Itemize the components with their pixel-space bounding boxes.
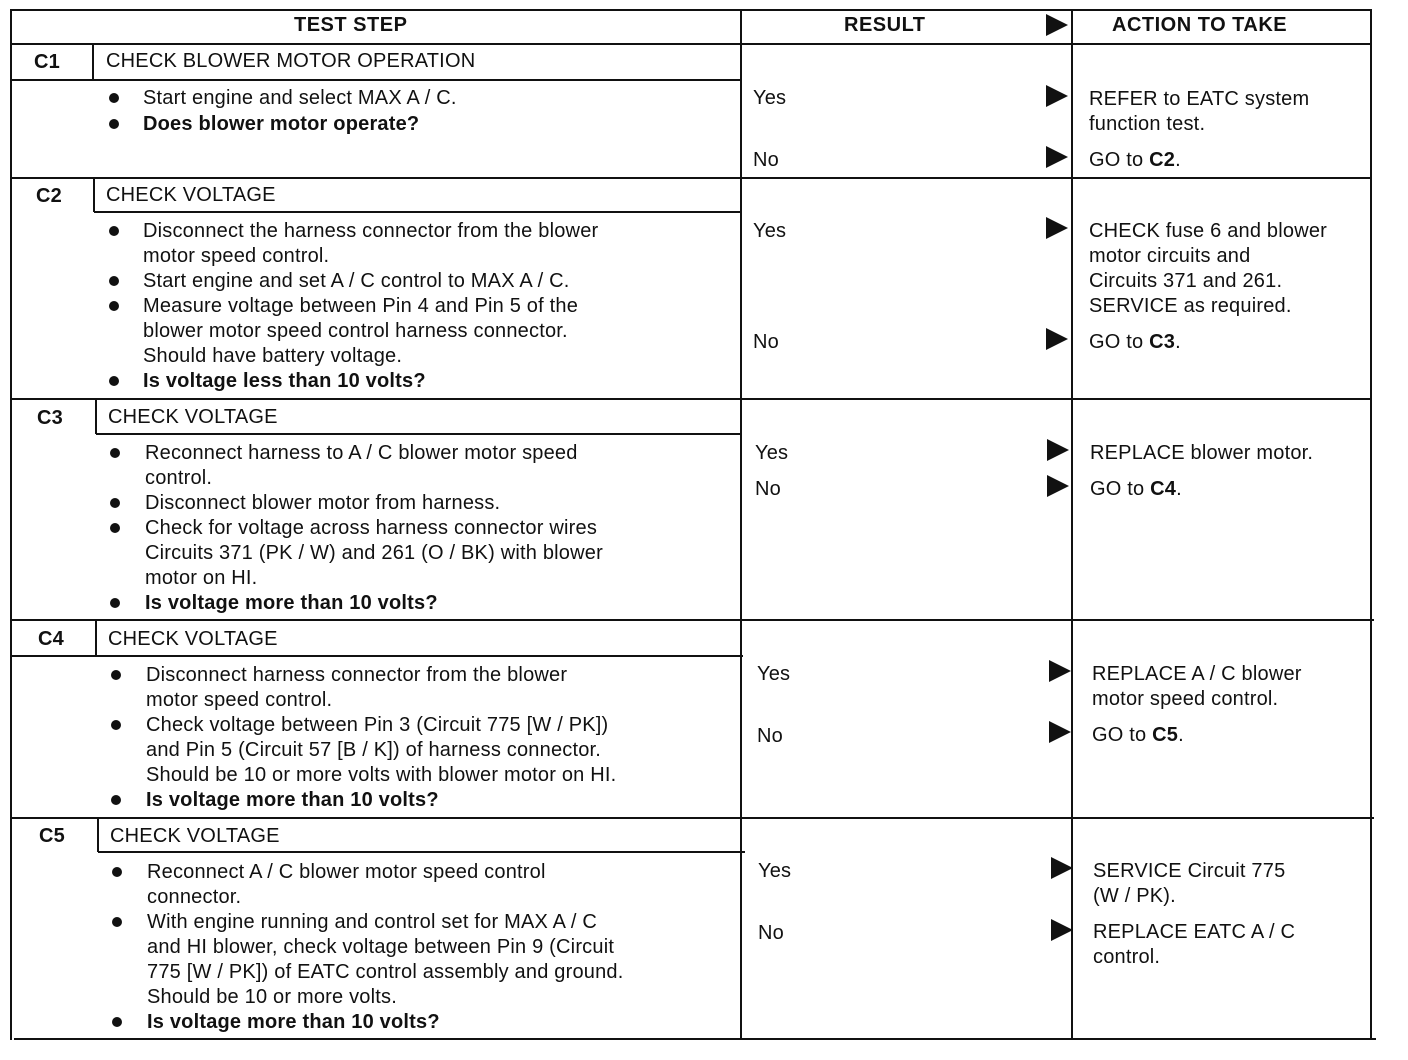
- test-step-result-divider: [740, 9, 742, 1040]
- step-line: motor speed control.: [143, 245, 330, 267]
- step-line: Reconnect harness to A / C blower motor speed: [145, 442, 578, 464]
- action-goto-target: C3: [1149, 331, 1176, 353]
- step-title-c2: CHECK VOLTAGE: [106, 184, 276, 206]
- step-title-c3: CHECK VOLTAGE: [108, 406, 278, 428]
- id-divider-c1: [92, 44, 94, 80]
- bullet-icon: [112, 1017, 122, 1027]
- action-goto-target: C5: [1152, 724, 1179, 746]
- header-arrow-icon: [1046, 14, 1068, 36]
- step-question: Does blower motor operate?: [143, 113, 420, 135]
- result-arrow-icon: [1046, 328, 1068, 350]
- step-line: Reconnect A / C blower motor speed control: [147, 861, 546, 883]
- title-underline-c1: [10, 79, 741, 81]
- bullet-icon: [110, 498, 120, 508]
- bullet-icon: [110, 598, 120, 608]
- result-action-divider: [1071, 9, 1073, 1040]
- bullet-icon: [110, 523, 120, 533]
- result-yes: Yes: [755, 442, 789, 464]
- id-divider-c2: [93, 178, 95, 212]
- section-divider-c2: [10, 177, 1372, 179]
- step-line: blower motor speed control harness connector.: [143, 320, 568, 342]
- result-yes: Yes: [757, 663, 791, 685]
- bullet-icon: [109, 301, 119, 311]
- action-goto-prefix: GO to: [1089, 149, 1150, 171]
- action-goto-prefix: GO to: [1089, 331, 1150, 353]
- title-underline-c4: [12, 655, 743, 657]
- action-goto: [1090, 477, 1182, 502]
- result-no: No: [757, 725, 783, 747]
- step-line: Disconnect blower motor from harness.: [145, 492, 501, 514]
- result-no: No: [753, 149, 779, 171]
- step-line: 775 [W / PK]) of EATC control assembly and ground.: [147, 961, 624, 983]
- step-question: Is voltage less than 10 volts?: [143, 370, 426, 392]
- table-left-border: [10, 9, 12, 1040]
- result-arrow-icon: [1047, 439, 1069, 461]
- table-top-border: [10, 9, 1370, 11]
- bullet-icon: [110, 448, 120, 458]
- bullet-icon: [112, 867, 122, 877]
- table-bottom-border: [14, 1038, 1376, 1040]
- header-result: RESULT: [844, 14, 926, 36]
- step-line: Disconnect harness connector from the blower: [146, 664, 568, 686]
- step-line: Should be 10 or more volts with blower motor on HI.: [146, 764, 617, 786]
- action-text: CHECK fuse 6 and blower motor circuits and Circuits 371 and 261. SERVICE as required.: [1089, 220, 1328, 317]
- step-question: Is voltage more than 10 volts?: [146, 789, 439, 811]
- step-line: control.: [145, 467, 213, 489]
- action-text: REPLACE blower motor.: [1090, 442, 1314, 464]
- bullet-icon: [109, 276, 119, 286]
- section-divider-c4: [12, 619, 1374, 621]
- step-line: motor on HI.: [145, 567, 258, 589]
- result-yes: Yes: [753, 220, 787, 242]
- step-id-c4: C4: [38, 628, 64, 650]
- action-goto-suffix: .: [1175, 331, 1181, 353]
- action-text: SERVICE Circuit 775 (W / PK).: [1093, 860, 1286, 907]
- action-goto-prefix: GO to: [1092, 724, 1153, 746]
- step-line: motor speed control.: [146, 689, 333, 711]
- result-arrow-icon: [1049, 660, 1071, 682]
- result-arrow-icon: [1046, 146, 1068, 168]
- step-title-c5: CHECK VOLTAGE: [110, 825, 280, 847]
- result-arrow-icon: [1046, 217, 1068, 239]
- step-title-c4: CHECK VOLTAGE: [108, 628, 278, 650]
- step-line: Check for voltage across harness connector wires: [145, 517, 598, 539]
- result-arrow-icon: [1049, 721, 1071, 743]
- action-goto-suffix: .: [1178, 724, 1184, 746]
- action-goto-prefix: GO to: [1090, 478, 1151, 500]
- title-underline-c5: [98, 851, 745, 853]
- step-line: Check voltage between Pin 3 (Circuit 775 [W / PK]): [146, 714, 609, 736]
- result-arrow-icon: [1046, 85, 1068, 107]
- result-no: No: [758, 922, 784, 944]
- action-goto: [1089, 148, 1181, 173]
- action-text: REPLACE EATC A / C control.: [1093, 921, 1296, 968]
- step-line: Measure voltage between Pin 4 and Pin 5 of the: [143, 295, 579, 317]
- bullet-icon: [109, 376, 119, 386]
- result-yes: Yes: [758, 860, 792, 882]
- header-action: ACTION TO TAKE: [1112, 14, 1288, 36]
- step-id-c1: C1: [34, 51, 60, 73]
- step-id-c2: C2: [36, 185, 62, 207]
- section-divider-c3: [10, 398, 1372, 400]
- header-bottom-border: [10, 43, 1370, 45]
- step-line: Circuits 371 (PK / W) and 261 (O / BK) with blower: [145, 542, 603, 564]
- bullet-icon: [111, 720, 121, 730]
- result-no: No: [753, 331, 779, 353]
- step-line: Should have battery voltage.: [143, 345, 403, 367]
- step-line: Should be 10 or more volts.: [147, 986, 397, 1008]
- step-id-c5: C5: [39, 825, 65, 847]
- step-question: Is voltage more than 10 volts?: [147, 1011, 440, 1033]
- section-divider-c5: [12, 817, 1374, 819]
- bullet-icon: [109, 93, 119, 103]
- result-arrow-icon: [1051, 919, 1073, 941]
- step-id-c3: C3: [37, 407, 63, 429]
- bullet-icon: [111, 670, 121, 680]
- header-test-step: TEST STEP: [294, 14, 408, 36]
- table-right-border: [1370, 9, 1372, 1040]
- result-no: No: [755, 478, 781, 500]
- bullet-icon: [109, 226, 119, 236]
- step-line: and HI blower, check voltage between Pin 9 (Circuit: [147, 936, 615, 958]
- action-text: REPLACE A / C blower motor speed control.: [1092, 663, 1302, 710]
- id-divider-c4: [95, 620, 97, 656]
- result-yes: Yes: [753, 87, 787, 109]
- action-goto-suffix: .: [1176, 478, 1182, 500]
- action-text: REFER to EATC system function test.: [1089, 88, 1310, 135]
- result-arrow-icon: [1051, 857, 1073, 879]
- action-goto: [1089, 330, 1181, 355]
- id-divider-c3: [95, 399, 97, 434]
- action-goto-suffix: .: [1175, 149, 1181, 171]
- title-underline-c2: [94, 211, 741, 213]
- step-line: Start engine and set A / C control to MAX A / C.: [143, 270, 570, 292]
- step-question: Is voltage more than 10 volts?: [145, 592, 438, 614]
- bullet-icon: [111, 795, 121, 805]
- step-line: and Pin 5 (Circuit 57 [B / K]) of harness connector.: [146, 739, 602, 761]
- step-line: Start engine and select MAX A / C.: [143, 87, 457, 109]
- bullet-icon: [112, 917, 122, 927]
- title-underline-c3: [96, 433, 741, 435]
- id-divider-c5: [97, 818, 99, 852]
- action-goto-target: C2: [1149, 149, 1176, 171]
- bullet-icon: [109, 119, 119, 129]
- step-line: With engine running and control set for MAX A / C: [147, 911, 598, 933]
- step-line: Disconnect the harness connector from the blower: [143, 220, 599, 242]
- step-title-c1: CHECK BLOWER MOTOR OPERATION: [106, 50, 476, 72]
- step-line: connector.: [147, 886, 242, 908]
- result-arrow-icon: [1047, 475, 1069, 497]
- action-goto-target: C4: [1150, 478, 1177, 500]
- action-goto: [1092, 723, 1184, 748]
